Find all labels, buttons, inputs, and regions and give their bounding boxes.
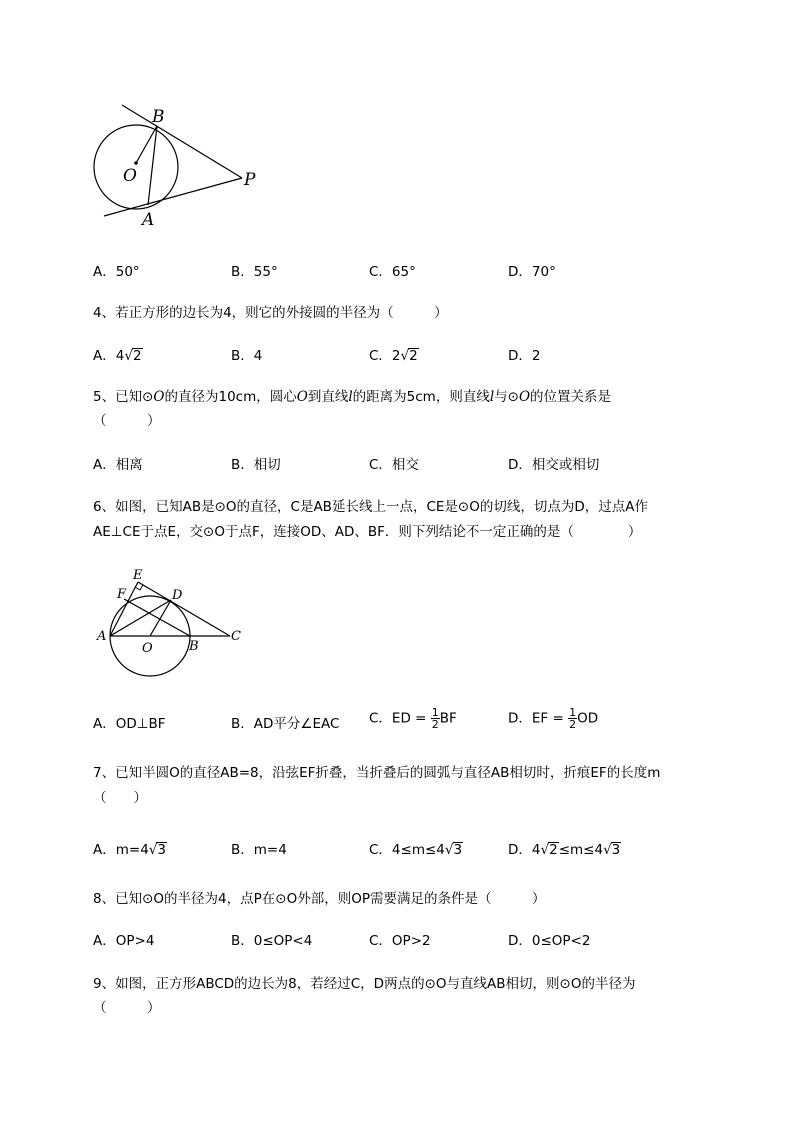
label-b-2: B bbox=[189, 639, 199, 654]
q3-option-c[interactable]: C．65° bbox=[369, 264, 416, 280]
q5-var-o1: O bbox=[153, 389, 165, 405]
q5-text-4: 的距离为5cm，则直线 bbox=[352, 389, 490, 405]
label-a-2: A bbox=[97, 629, 107, 644]
q7-option-a[interactable] bbox=[93, 841, 167, 859]
q7-option-d-radicand-2: 3 bbox=[611, 842, 621, 858]
q5-text-1: 5、已知⊙ bbox=[93, 389, 154, 405]
segment-ab bbox=[148, 126, 157, 205]
q7-option-b[interactable]: B．m=4 bbox=[231, 842, 287, 858]
q8-option-a[interactable]: A．OP>4 bbox=[93, 933, 155, 949]
q5-var-o2: O bbox=[296, 389, 308, 405]
q6-option-d[interactable] bbox=[508, 707, 598, 730]
line-ce bbox=[138, 582, 230, 636]
q5-var-l1: l bbox=[348, 389, 353, 405]
label-c: C bbox=[231, 629, 241, 644]
q4-option-c-radicand: 2 bbox=[409, 348, 418, 364]
q5-text-3: 到直线 bbox=[307, 389, 349, 405]
q7-option-d[interactable] bbox=[508, 841, 621, 859]
q7-option-c-radicand: 3 bbox=[453, 842, 463, 858]
q5-option-a[interactable]: A．相离 bbox=[93, 457, 143, 473]
q5-option-c[interactable]: C．相交 bbox=[369, 457, 419, 473]
label-f: F bbox=[117, 587, 127, 602]
fraction-numerator: 1 bbox=[569, 706, 577, 719]
figure-circle-tangent-ce bbox=[92, 568, 252, 680]
q4-option-c[interactable] bbox=[369, 347, 419, 365]
q6-option-d-suffix: OD bbox=[577, 710, 599, 727]
sqrt-sign: √ bbox=[603, 842, 612, 858]
label-d: D bbox=[172, 588, 183, 603]
q5-option-d[interactable]: D．相交或相切 bbox=[508, 457, 600, 473]
q8-option-b[interactable]: B．0≤OP<4 bbox=[231, 933, 313, 949]
q7-option-d-mid: ≤m≤4 bbox=[558, 842, 604, 858]
q4-stem: 4、若正方形的边长为4，则它的外接圆的半径为（ ） bbox=[93, 305, 448, 321]
q5-text-6: 的位置关系是 bbox=[530, 389, 612, 405]
q3-option-d[interactable]: D．70° bbox=[508, 264, 556, 280]
label-e: E bbox=[133, 568, 143, 583]
q7-option-c-prefix: C．4≤m≤4 bbox=[369, 842, 445, 858]
sqrt-sign: √ bbox=[540, 842, 550, 858]
q6-option-a[interactable]: A．OD⊥BF bbox=[93, 716, 166, 732]
q4-option-d[interactable]: D．2 bbox=[508, 348, 541, 364]
q5-text-5: 与⊙ bbox=[494, 389, 519, 405]
fraction-one-half bbox=[568, 707, 577, 730]
tangent-line-pb bbox=[122, 105, 242, 178]
q6-option-b[interactable]: B．AD平分∠EAC bbox=[231, 716, 340, 732]
q5-stem-line2: （ ） bbox=[93, 413, 161, 429]
q8-stem: 8、已知⊙O的半径为4，点P在⊙O外部，则OP需要满足的条件是（ ） bbox=[93, 891, 546, 907]
fraction-numerator: 1 bbox=[431, 706, 439, 719]
sqrt-sign: √ bbox=[400, 348, 410, 364]
figure-circle-tangents bbox=[80, 95, 280, 235]
fraction-denominator: 2 bbox=[431, 718, 439, 731]
q4-option-c-prefix: C．2 bbox=[369, 348, 401, 364]
sqrt-sign: √ bbox=[444, 842, 454, 858]
q5-option-b[interactable]: B．相切 bbox=[231, 457, 281, 473]
q7-option-d-radicand-1: 2 bbox=[549, 842, 558, 858]
fraction-one-half bbox=[431, 707, 440, 730]
q3-option-a[interactable]: A．50° bbox=[93, 264, 140, 280]
q4-option-b[interactable]: B．4 bbox=[231, 348, 263, 364]
q7-option-d-prefix: D．4 bbox=[508, 842, 541, 858]
q8-option-d[interactable]: D．0≤OP<2 bbox=[508, 933, 591, 949]
q9-stem-line2: （ ） bbox=[93, 1000, 161, 1016]
center-dot bbox=[134, 161, 138, 165]
q5-text-2: 的直径为10cm，圆心 bbox=[164, 389, 297, 405]
q7-option-a-radicand: 3 bbox=[157, 842, 166, 858]
q7-option-c[interactable] bbox=[369, 841, 463, 859]
q6-stem-line1: 6、如图，已知AB是⊙O的直径，C是AB延长线上一点，CE是⊙O的切线，切点为D，过点A作 bbox=[93, 499, 648, 515]
label-a: A bbox=[142, 210, 155, 230]
q5-var-l2: l bbox=[489, 389, 495, 405]
q6-option-c-prefix: C．ED = bbox=[369, 710, 427, 727]
q4-option-a[interactable] bbox=[93, 347, 143, 365]
q6-option-c-suffix: BF bbox=[439, 710, 457, 727]
q5-stem-line1 bbox=[93, 388, 611, 406]
q7-stem-line1: 7、已知半圆O的直径AB=8，沿弦EF折叠，当折叠后的圆弧与直径AB相切时，折痕EF的长度m bbox=[93, 765, 661, 781]
q7-stem-line2: （ ） bbox=[93, 790, 147, 806]
q8-option-c[interactable]: C．OP>2 bbox=[369, 933, 431, 949]
q6-stem-line2: AE⊥CE于点E，交⊙O于点F，连接OD、AD、BF．则下列结论不一定正确的是（ ） bbox=[93, 524, 642, 540]
q3-option-b[interactable]: B．55° bbox=[231, 264, 278, 280]
line-bf bbox=[124, 599, 190, 636]
q5-var-o3: O bbox=[518, 389, 531, 405]
sqrt-sign: √ bbox=[148, 842, 158, 858]
label-o: O bbox=[123, 166, 137, 186]
label-b: B bbox=[152, 107, 165, 127]
q9-stem-line1: 9、如图，正方形ABCD的边长为8，若经过C，D两点的⊙O与直线AB相切，则⊙O的半径为 bbox=[93, 976, 636, 992]
q7-option-a-prefix: A．m=4 bbox=[93, 842, 149, 858]
label-p: P bbox=[244, 170, 256, 190]
line-od bbox=[150, 600, 171, 636]
fraction-denominator: 2 bbox=[569, 718, 577, 731]
sqrt-sign: √ bbox=[124, 348, 133, 364]
q6-option-d-prefix: D．EF = bbox=[508, 710, 564, 727]
q6-option-c[interactable] bbox=[369, 707, 457, 730]
label-o-2: O bbox=[142, 641, 153, 656]
q4-option-a-radicand: 2 bbox=[132, 348, 142, 364]
q4-option-a-prefix: A．4 bbox=[93, 348, 125, 364]
